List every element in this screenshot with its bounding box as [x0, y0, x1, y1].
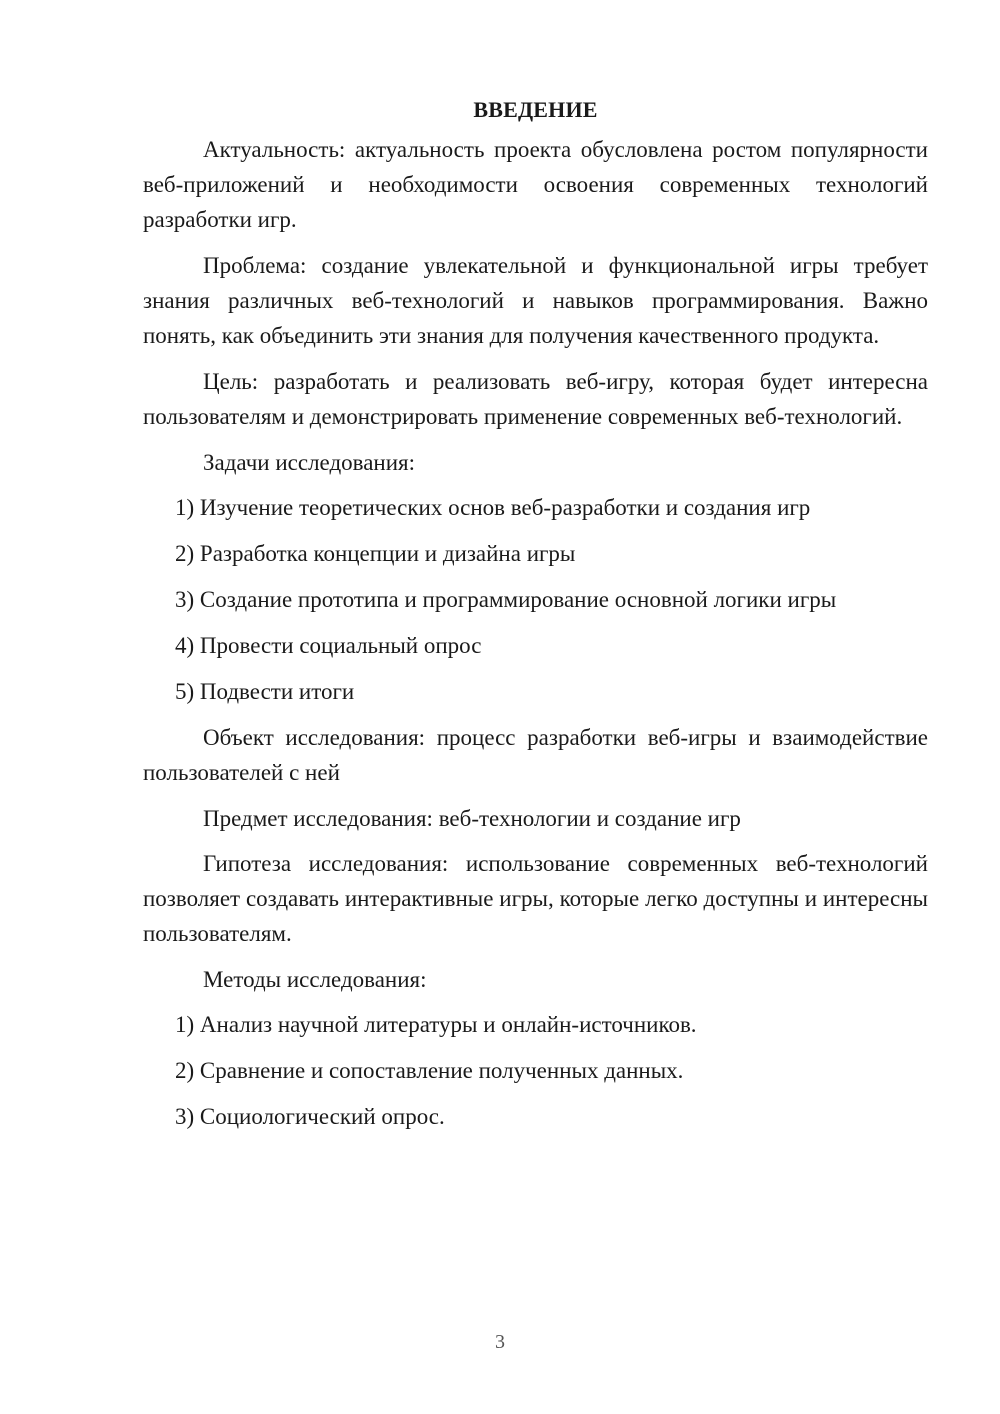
task-item: 5) Подвести итоги — [175, 679, 355, 704]
document-page — [143, 92, 928, 1145]
task-item: 3) Создание прототипа и программирование основной логики игры — [175, 587, 837, 612]
object-paragraph: Объект исследования: процесс разработки веб-игры и взаимодействие пользователей с ней — [143, 725, 928, 785]
subject-paragraph: Предмет исследования: веб-технологии и создание игр — [203, 806, 741, 831]
task-item: 2) Разработка концепции и дизайна игры — [175, 541, 576, 566]
task-item: 1) Изучение теоретических основ веб-разработки и создания игр — [175, 495, 811, 520]
methods-heading: Методы исследования: — [203, 967, 427, 992]
task-item: 4) Провести социальный опрос — [175, 633, 482, 658]
method-item: 1) Анализ научной литературы и онлайн-источников. — [175, 1012, 697, 1037]
tasks-heading: Задачи исследования: — [203, 450, 416, 475]
section-title: ВВЕДЕНИЕ — [473, 97, 598, 122]
relevance-paragraph: Актуальность: актуальность проекта обусловлена ростом популярности веб-приложений и необходимости освоения современных технологий разработки игр. — [143, 137, 928, 232]
problem-paragraph: Проблема: создание увлекательной и функциональной игры требует знания различных веб-технологий и навыков программирования. Важно понять, как объединить эти знания для получения качественного продукта. — [143, 253, 928, 348]
page-number: 3 — [495, 1331, 505, 1353]
method-item: 3) Социологический опрос. — [175, 1104, 445, 1129]
method-item: 2) Сравнение и сопоставление полученных данных. — [175, 1058, 684, 1083]
goal-paragraph: Цель: разработать и реализовать веб-игру, которая будет интересна пользователям и демонстрировать применение современных веб-технологий. — [143, 369, 928, 429]
hypothesis-paragraph: Гипотеза исследования: использование современных веб-технологий позволяет создавать интерактивные игры, которые легко доступны и интересны пользователям. — [143, 851, 928, 946]
